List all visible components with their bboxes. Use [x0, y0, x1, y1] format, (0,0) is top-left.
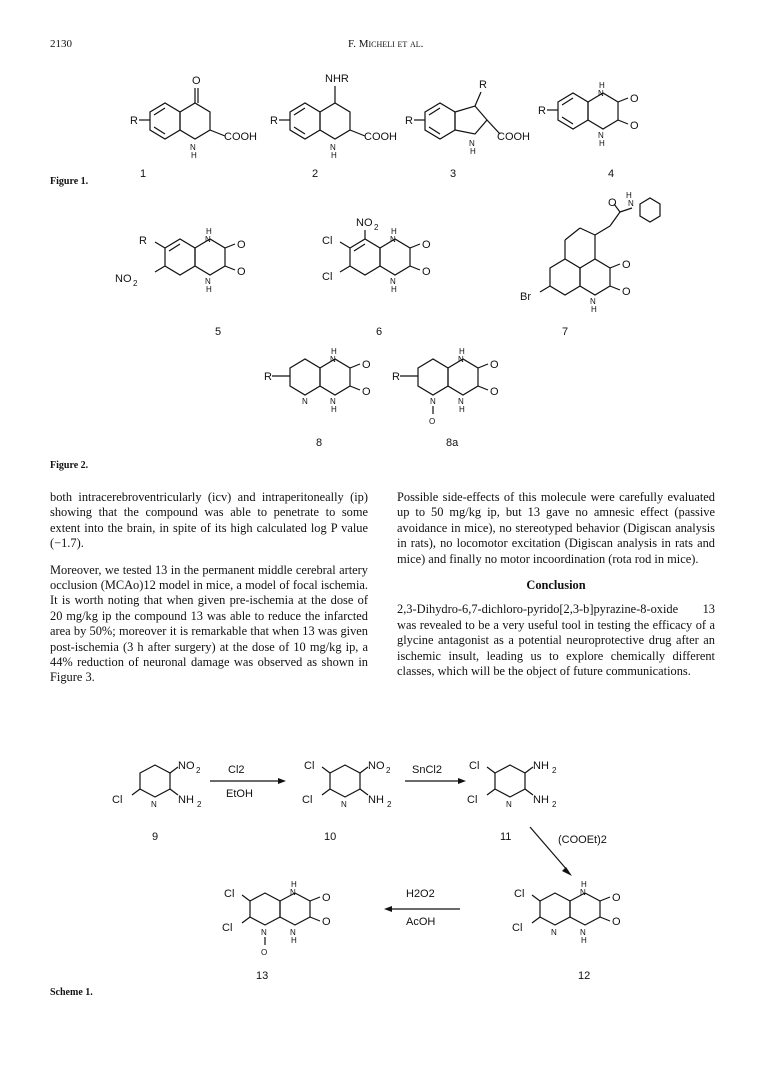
- svg-text:N: N: [290, 928, 296, 937]
- structure-1: [130, 75, 257, 160]
- svg-text:O: O: [237, 239, 246, 251]
- svg-text:O: O: [630, 120, 639, 132]
- fig1-label-3: 3: [450, 168, 457, 180]
- structure-13: [222, 880, 331, 957]
- svg-text:H: H: [331, 347, 337, 356]
- svg-text:N: N: [551, 928, 557, 937]
- left-paragraph-1: both intracerebroventricularly (icv) and intraperitoneally (ip) showing that the compound was able to penetrate to some extent into the brain, in spite of its high calculated log P value (−1.7).: [50, 490, 368, 551]
- svg-text:R: R: [270, 115, 278, 127]
- svg-text:N: N: [469, 139, 475, 148]
- svg-text:N: N: [330, 397, 336, 406]
- svg-text:Cl: Cl: [514, 888, 525, 900]
- fig2-label-8: 8: [316, 437, 323, 449]
- right-paragraph-1: Possible side-effects of this molecule were carefully evaluated up to 50 mg/kg ip, but 13 gave no amnesic effect (passive avoidance in mice), no stereotyped behavior (Digiscan analysis in rats), no locomotor excitation (Digiscan analysis in rats and mice) and finally no motor incoordination (rota rod in mice).: [397, 490, 715, 566]
- svg-text:N: N: [190, 143, 196, 152]
- svg-text:H: H: [206, 285, 212, 294]
- structure-8a: [392, 347, 499, 426]
- structure-12: [512, 880, 621, 945]
- svg-text:O: O: [630, 93, 639, 105]
- fig2-label-6: 6: [376, 326, 383, 338]
- svg-text:H: H: [581, 880, 587, 889]
- left-paragraph-2: Moreover, we tested 13 in the permanent middle cerebral artery occlusion (MCAo)12 model in mice, a model of focal ischemia. It is worth noting that when given pre-ischemia at the dose of 20 mg/kg ip the compound 13 was able to reduce the infarcted area by 50%; moreover it is remarkable that when 13 was given post-ischemia (3 h after surgery) at the dose of 10 mg/kg ip, a 44% reduction of neuronal damage was observed as shown in Figure 3.: [50, 562, 368, 685]
- scheme-label-9: 9: [152, 831, 159, 843]
- svg-text:N: N: [628, 199, 634, 208]
- svg-text:O: O: [362, 386, 371, 398]
- svg-text:H: H: [599, 81, 605, 90]
- svg-text:R: R: [264, 371, 272, 383]
- svg-text:O: O: [322, 916, 331, 928]
- svg-text:Cl: Cl: [467, 794, 478, 806]
- reagent-etoh: EtOH: [226, 788, 253, 800]
- svg-text:NH: NH: [533, 760, 549, 772]
- svg-text:N: N: [205, 235, 211, 244]
- svg-text:NHR: NHR: [325, 73, 349, 85]
- reagent-h2o2: H2O2: [406, 888, 435, 900]
- svg-text:N: N: [458, 355, 464, 364]
- structure-4: [538, 81, 639, 148]
- structure-8: [264, 347, 371, 414]
- svg-text:O: O: [261, 948, 268, 957]
- svg-text:2: 2: [197, 800, 202, 809]
- svg-text:N: N: [506, 800, 512, 809]
- svg-text:Cl: Cl: [302, 794, 313, 806]
- svg-text:N: N: [390, 277, 396, 286]
- svg-text:NO: NO: [368, 760, 385, 772]
- svg-text:N: N: [341, 800, 347, 809]
- svg-text:NO: NO: [178, 760, 195, 772]
- svg-text:N: N: [458, 397, 464, 406]
- svg-text:O: O: [237, 266, 246, 278]
- scheme-label-11: 11: [500, 831, 512, 843]
- svg-text:R: R: [130, 115, 138, 127]
- reagent-sncl2: SnCl2: [412, 764, 442, 776]
- svg-text:2: 2: [374, 223, 379, 232]
- svg-text:H: H: [581, 936, 587, 945]
- scheme-1: [100, 745, 720, 990]
- svg-text:H: H: [591, 305, 597, 314]
- svg-text:2: 2: [552, 766, 557, 775]
- reagent-acoh: AcOH: [406, 916, 436, 928]
- svg-text:NH: NH: [533, 794, 549, 806]
- svg-text:H: H: [391, 227, 397, 236]
- svg-text:2: 2: [552, 800, 557, 809]
- fig1-label-4: 4: [608, 168, 615, 180]
- reagent-oxalate: (COOEt)2: [558, 834, 607, 846]
- right-column: [397, 490, 715, 679]
- svg-text:N: N: [302, 397, 308, 406]
- svg-text:H: H: [626, 191, 632, 200]
- svg-text:R: R: [538, 105, 546, 117]
- svg-text:COOH: COOH: [224, 131, 257, 143]
- svg-text:2: 2: [386, 766, 391, 775]
- svg-text:H: H: [291, 880, 297, 889]
- svg-text:N: N: [290, 888, 296, 897]
- structure-7: [520, 191, 660, 314]
- svg-text:N: N: [205, 277, 211, 286]
- svg-text:O: O: [612, 892, 621, 904]
- fig1-label-1: 1: [140, 168, 147, 180]
- svg-text:H: H: [331, 405, 337, 414]
- structure-5: [115, 227, 246, 294]
- svg-text:H: H: [459, 347, 465, 356]
- left-column: [50, 490, 368, 686]
- structure-2: [270, 73, 397, 160]
- svg-text:H: H: [331, 151, 337, 160]
- svg-text:N: N: [580, 888, 586, 897]
- svg-text:N: N: [330, 143, 336, 152]
- svg-text:O: O: [322, 892, 331, 904]
- structure-6: [322, 217, 431, 294]
- svg-text:H: H: [206, 227, 212, 236]
- figure-1-structures: [100, 60, 700, 190]
- svg-text:H: H: [599, 139, 605, 148]
- running-head: F. Micheli et al.: [348, 38, 424, 50]
- fig1-label-2: 2: [312, 168, 319, 180]
- structure-9: [112, 760, 202, 809]
- svg-text:NH: NH: [368, 794, 384, 806]
- svg-text:O: O: [622, 286, 631, 298]
- svg-text:2: 2: [387, 800, 392, 809]
- svg-text:O: O: [490, 359, 499, 371]
- svg-text:O: O: [622, 259, 631, 271]
- svg-text:Cl: Cl: [112, 794, 123, 806]
- svg-text:N: N: [390, 235, 396, 244]
- svg-text:COOH: COOH: [497, 131, 530, 143]
- svg-text:O: O: [608, 197, 617, 209]
- figure-2-structures: [100, 190, 700, 460]
- scheme-label-10: 10: [324, 831, 337, 843]
- svg-text:NO: NO: [356, 217, 373, 229]
- svg-text:R: R: [405, 115, 413, 127]
- svg-text:H: H: [191, 151, 197, 160]
- svg-text:N: N: [580, 928, 586, 937]
- svg-text:R: R: [479, 79, 487, 91]
- svg-text:O: O: [490, 386, 499, 398]
- fig2-label-8a: 8a: [446, 437, 459, 449]
- svg-text:Cl: Cl: [304, 760, 315, 772]
- svg-text:NH: NH: [178, 794, 194, 806]
- svg-text:O: O: [422, 266, 431, 278]
- svg-text:H: H: [459, 405, 465, 414]
- structure-3: [405, 79, 530, 156]
- figure-1-caption: Figure 1.: [50, 176, 89, 187]
- svg-text:R: R: [392, 371, 400, 383]
- figure-2-caption: Figure 2.: [50, 460, 89, 471]
- right-paragraph-2: 2,3-Dihydro-6,7-dichloro-pyrido[2,3-b]pyrazine-8-oxide 13 was revealed to be a very useful tool in testing the efficacy of a glycine antagonist as a potential neuroprotective drug after an ischemic insult, leading us to explore chemically different classes, which will be the object of future communications.: [397, 602, 715, 679]
- svg-text:R: R: [139, 235, 147, 247]
- structure-10: [302, 760, 392, 809]
- svg-text:Cl: Cl: [222, 922, 233, 934]
- svg-text:Cl: Cl: [224, 888, 235, 900]
- svg-text:N: N: [598, 131, 604, 140]
- fig2-label-7: 7: [562, 326, 569, 338]
- svg-text:Br: Br: [520, 291, 531, 303]
- scheme-label-12: 12: [578, 970, 591, 982]
- svg-text:Cl: Cl: [322, 235, 333, 247]
- svg-text:2: 2: [133, 279, 138, 288]
- svg-text:2: 2: [196, 766, 201, 775]
- svg-text:N: N: [430, 397, 436, 406]
- svg-text:NO: NO: [115, 273, 132, 285]
- scheme-1-caption: Scheme 1.: [50, 987, 93, 998]
- reagent-cl2: Cl2: [228, 764, 245, 776]
- svg-text:COOH: COOH: [364, 131, 397, 143]
- svg-text:O: O: [192, 75, 201, 87]
- scheme-label-13: 13: [256, 970, 269, 982]
- svg-text:O: O: [612, 916, 621, 928]
- structure-11: [467, 760, 557, 809]
- svg-text:Cl: Cl: [512, 922, 523, 934]
- svg-text:H: H: [470, 147, 476, 156]
- svg-text:H: H: [391, 285, 397, 294]
- svg-text:N: N: [590, 297, 596, 306]
- svg-text:O: O: [429, 417, 436, 426]
- svg-text:N: N: [261, 928, 267, 937]
- svg-text:N: N: [598, 89, 604, 98]
- svg-text:N: N: [151, 800, 157, 809]
- conclusion-heading: Conclusion: [526, 578, 586, 593]
- svg-text:O: O: [422, 239, 431, 251]
- svg-text:N: N: [330, 355, 336, 364]
- svg-text:Cl: Cl: [322, 271, 333, 283]
- fig2-label-5: 5: [215, 326, 222, 338]
- svg-text:Cl: Cl: [469, 760, 480, 772]
- svg-text:O: O: [362, 359, 371, 371]
- svg-text:H: H: [291, 936, 297, 945]
- page-number: 2130: [50, 38, 72, 50]
